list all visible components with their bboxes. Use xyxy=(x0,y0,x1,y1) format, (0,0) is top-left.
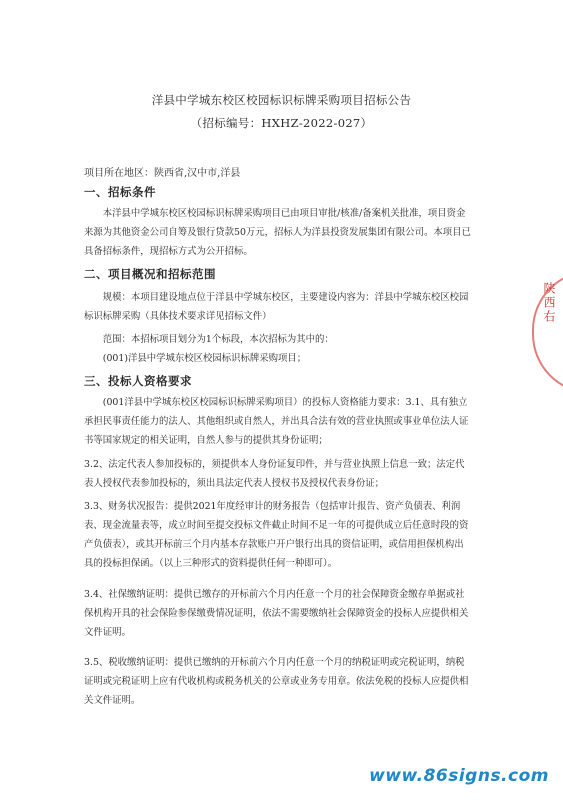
tender-number: （招标编号：HXHZ-2022-027） xyxy=(190,116,373,130)
section-3-paragraph-3-2: 3.2、法定代表人参加投标的，须提供本人身份证复印件，并与营业执照上信息一致；法定代表人授权代表参加投标的，须出具法定代表人授权书及授权代表身份证； xyxy=(84,459,465,489)
section-3-paragraph-3-3: 3.3、财务状况报告：提供2021年度经审计的财务报告（包括审计报告、资产负债表、利润表、现金流量表等，成立时间至提交投标文件截止时间不足一年的可提供成立后任意时段的资产负债表），或其开标前三个月内基本存款账户开户银行出具的资信证明，或信用担保机构出具的投标担保函。（以上三种形式的资料提供任何一种即可）。 xyxy=(84,501,469,569)
section-heading-3: 三、投标人资格要求 xyxy=(84,374,192,388)
section-2-paragraph-scope: 范围：本招标项目划分为1个标段，本次招标为其中的： xyxy=(102,334,334,345)
document-title: 洋县中学城东校区校园标识标牌采购项目招标公告 xyxy=(151,93,412,107)
section-heading-2: 二、项目概况和招标范围 xyxy=(84,267,216,281)
site-watermark: www.86signs.com xyxy=(369,766,549,786)
section-3-paragraph-3-4: 3.4、社保缴纳证明：提供已缴存的开标前六个月内任意一个月的社会保障资金缴存单据或社保机构开具的社会保险参保缴费情况证明，依法不需要缴纳社会保障资金的投标人应提供相关文件证明。 xyxy=(84,589,469,638)
section-3-paragraph-3-5: 3.5、税收缴纳证明：提供已缴纳的开标前六个月内任意一个月的纳税证明或完税证明，纳税证明或完税证明上应有代收机构或税务机关的公章或业务专用章。依法免税的投标人应提供相关文件证明。 xyxy=(84,657,469,706)
official-seal-text: 陕西右 xyxy=(542,282,556,324)
section-1-paragraph: 本洋县中学城东校区校园标识标牌采购项目已由项目审批/核准/备案机关批准，项目资金来源为其他资金公司自筹及银行贷款50万元，招标人为洋县投资发展集团有限公司。本项目已具备招标条件，现招标方式为公开招标。 xyxy=(84,208,471,257)
section-3-paragraph-qualification: (001洋县中学城东校区校园标识标牌采购项目）的投标人资格能力要求：3.1、具有独立承担民事责任能力的法人、其他组织或自然人，并出具合法有效的营业执照或事业单位法人证书等国家规定的相关证明，自然人参与的提供其身份证明； xyxy=(84,397,469,446)
section-heading-1: 一、招标条件 xyxy=(84,185,156,199)
section-2-paragraph-lot: (001)洋县中学城东校区校园标识标牌采购项目； xyxy=(102,353,307,364)
section-2-paragraph-scale: 规模：本项目建设地点位于洋县中学城东校区，主要建设内容为：洋县中学城东校区校园标识标牌采购（具体技术要求详见招标文件） xyxy=(84,292,469,322)
project-location: 项目所在地区：陕西省,汉中市,洋县 xyxy=(84,168,241,179)
